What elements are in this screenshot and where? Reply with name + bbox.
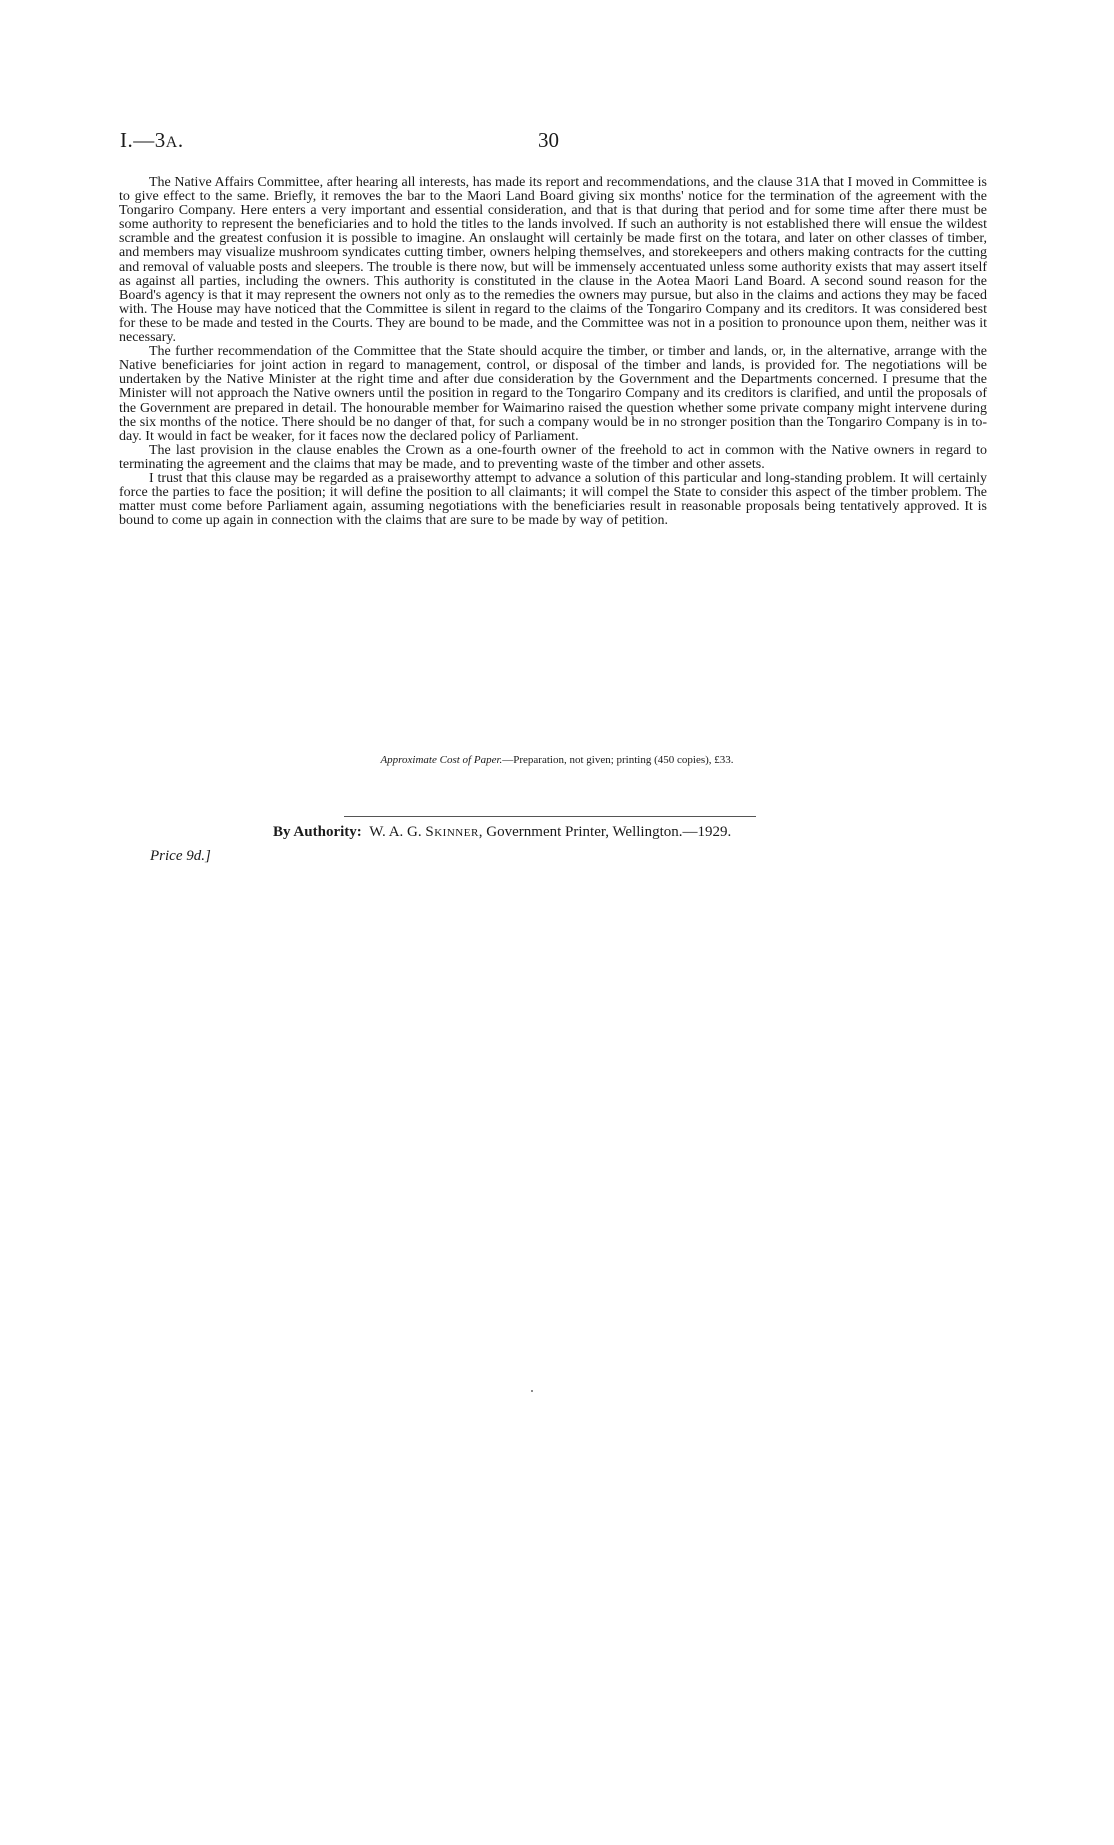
page-number: 30 [538, 128, 559, 152]
by-authority-label: By Authority: [273, 824, 362, 840]
body-text [119, 176, 987, 528]
reference-end: . [177, 128, 184, 152]
cost-label: Approximate Cost of Paper. [380, 754, 503, 766]
cost-text: —Preparation, not given; printing (450 copies), £33. [502, 754, 734, 766]
printer-surname: Skinner [425, 824, 479, 840]
paragraph-1: The Native Affairs Committee, after hearing all interests, has made its report and recommendations, and the clause 31A that I moved in Committee is to give effect to the same. Briefly, it removes the bar to the Maori Land Board giving six months' notice for the termination of the agreement with the Tongariro Company. Here enters a very important and essential consideration, and that is that during that period and for some time after there must be some authority to represent the beneficiaries and to hold the titles to the lands involved. If such an authority is not established there will ensue the wildest scramble and the greatest confusion it is possible to imagine. An onslaught will certainly be made first on the totara, and later on other classes of timber, and members may visualize mushroom syndicates cutting timber, owners helping themselves, and storekeepers and others making contracts for the cutting and removal of valuable posts and sleepers. The trouble is there now, but will be immensely accentuated unless some authority exists that may assert itself as against all parties, including the owners. This authority is constituted in the clause in the Aotea Maori Land Board. A second sound reason for the Board's agency is that it may represent the owners not only as to the remedies the owners may pursue, but also in the claims and actions they may be faced with. The House may have noticed that the Committee is silent in regard to the claims of the Tongariro Company and its creditors. It was considered best for these to be made and tested in the Courts. They are bound to be made, and the Committee was not in a position to pronounce upon them, neither was it necessary. [119, 175, 987, 346]
print-speck [531, 1390, 533, 1392]
paragraph-3: The last provision in the clause enables the Crown as a one-fourth owner of the freehold to act in common with the Native owners in regard to terminating the agreement and the claims that may be made, and to preventing waste of the timber and other assets. [119, 442, 987, 472]
paragraph-2: The further recommendation of the Committee that the State should acquire the timber, or timber and lands, or, in the alternative, arrange with the Native beneficiaries for joint action in regard to management, control, or disposal of the timber and lands, is provided for. The negotiations will be undertaken by the Native Minister at the right time and after due consideration by the Government and the Departments concerned. I presume that the Minister will not approach the Native owners until the position in regard to the Tongariro Company and its creditors is clarified, and until the proposals of the Government are prepared in detail. The honourable member for Waimarino raised the question whether some private company might intervene during the six months of the notice. There should be no danger of that, for such a company would be in no stronger position than the Tongariro Company is in to-day. It would in fact be weaker, for it faces now the declared policy of Parliament. [119, 344, 987, 444]
cost-of-paper [0, 754, 1114, 766]
imprint-rule [344, 816, 756, 817]
document-reference [120, 128, 184, 153]
printer-imprint [273, 824, 731, 841]
price: Price 9d.] [150, 848, 211, 864]
printer-initials: W. A. G. [369, 824, 422, 840]
paragraph-4: I trust that this clause may be regarded as a praiseworthy attempt to advance a solution of this particular and long-standing problem. It will certainly force the parties to face the position; it will define the position to all claimants; it will compel the State to consider this aspect of the timber problem. The matter must come before Parliament again, assuming negotiations with the beneficiaries result in reasonable proposals being tentatively approved. It is bound to come up again in connection with the claims that are sure to be made by way of petition. [119, 470, 987, 529]
reference-prefix: I.—3 [120, 128, 166, 152]
reference-suffix: A [165, 134, 178, 151]
printer-rest: , Government Printer, Wellington.—1929. [478, 824, 732, 840]
